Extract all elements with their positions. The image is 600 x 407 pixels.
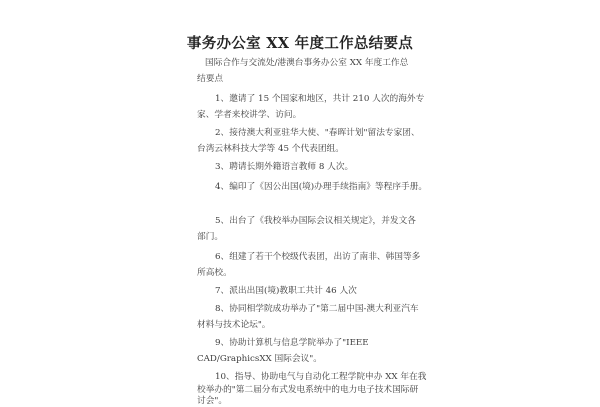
list-item-line: 4、编印了《因公出国(境)办理手续指南》等程序手册。: [215, 182, 428, 192]
list-item-line: 台湾云林科技大学等 45 个代表团组。: [197, 144, 344, 154]
list-item-line: 10、指导、协助电气与自动化工程学院申办 XX 年在我: [215, 372, 427, 382]
list-item-line: 7、派出出国(境)教职工共计 46 人次: [215, 286, 357, 296]
paragraph-line: 结要点: [197, 74, 224, 84]
list-item-line: 讨会"。: [197, 396, 228, 406]
document-title: 事务办公室 XX 年度工作总结要点: [186, 35, 414, 52]
list-item-line: 9、协助计算机与信息学院举办了"IEEE: [215, 338, 369, 348]
list-item-line: 8、协同相学院成功举办了"第二届中国-澳大利亚汽车: [215, 304, 419, 314]
list-item-line: 所高校。: [197, 268, 232, 278]
list-item-line: CAD/GraphicsXX 国际会议"。: [197, 354, 322, 364]
list-item-line: 3、聘请长期外籍语言教师 8 人次。: [215, 162, 354, 172]
list-item-line: 6、组建了若干个校级代表团，出访了南非、韩国等多: [215, 252, 421, 262]
list-item-line: 2、接待澳大利亚驻华大使、"春晖计划"留法专家团、: [215, 128, 420, 138]
list-item-line: 家、学者来校讲学、访问。: [197, 110, 302, 120]
list-item-line: 材料与技术论坛"。: [197, 320, 271, 330]
list-item-line: 部门。: [197, 232, 224, 242]
list-item-line: 校举办的"第二届分布式发电系统中的电力电子技术国际研: [197, 385, 419, 395]
paragraph-line: 国际合作与交流处/港澳台事务办公室 XX 年度工作总: [205, 58, 409, 68]
list-item-line: 1、邀请了 15 个国家和地区，共计 210 人次的海外专: [215, 94, 425, 104]
list-item-line: 5、出台了《我校举办国际会议相关规定》，并发文各: [215, 216, 416, 226]
